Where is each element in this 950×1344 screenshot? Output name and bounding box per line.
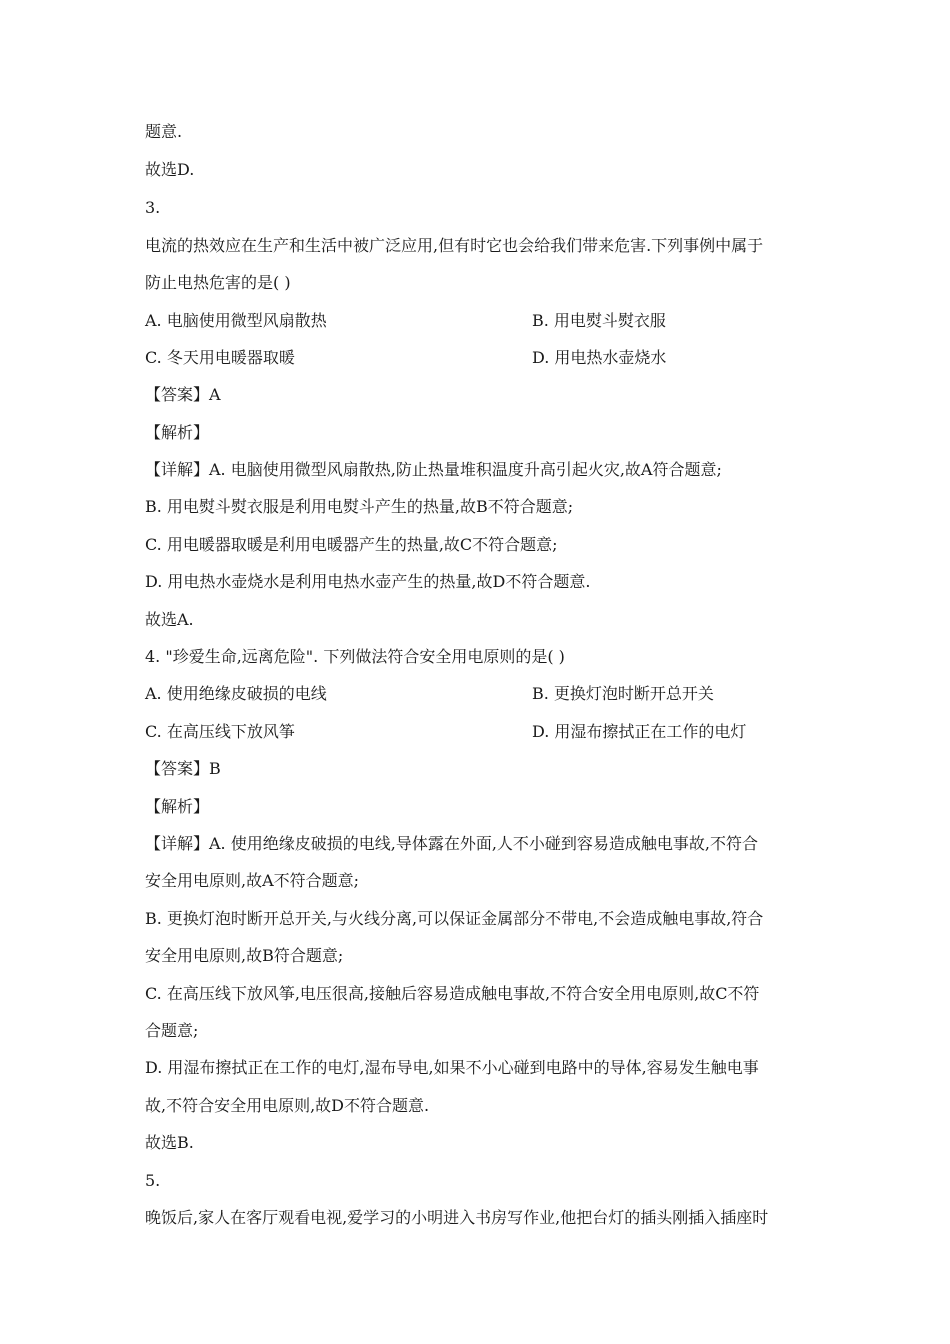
detail-line: 【详解】A. 电脑使用微型风扇散热,防止热量堆积温度升高引起火灾,故A符合题意; xyxy=(145,460,722,479)
text-line: 题意. xyxy=(145,122,183,141)
detail-line: B. 用电熨斗熨衣服是利用电熨斗产生的热量,故B不符合题意; xyxy=(145,497,574,516)
detail-line: 【详解】A. 使用绝缘皮破损的电线,导体露在外面,人不小碰到容易造成触电事故,不符合 xyxy=(145,834,758,853)
question-number: 3. xyxy=(145,198,161,217)
option-a: A. 电脑使用微型风扇散热 xyxy=(145,311,327,330)
choice-line: 故选B. xyxy=(145,1133,194,1152)
detail-line: 安全用电原则,故B符合题意; xyxy=(145,946,344,965)
option-c: C. 在高压线下放风筝 xyxy=(145,722,295,741)
text-line: 故选D. xyxy=(145,160,195,179)
answer-label: 【答案】A xyxy=(145,385,221,404)
detail-line: 故,不符合安全用电原则,故D不符合题意. xyxy=(145,1096,430,1115)
detail-line: 合题意; xyxy=(145,1021,199,1040)
detail-line: C. 用电暖器取暖是利用电暖器产生的热量,故C不符合题意; xyxy=(145,535,558,554)
question-text: 4. "珍爱生命,远离危险". 下列做法符合安全用电原则的是( ) xyxy=(145,647,565,666)
analysis-label: 【解析】 xyxy=(145,797,210,816)
answer-label: 【答案】B xyxy=(145,759,221,778)
option-b: B. 更换灯泡时断开总开关 xyxy=(532,684,714,703)
option-d: D. 用湿布擦拭正在工作的电灯 xyxy=(532,722,747,741)
choice-line: 故选A. xyxy=(145,610,194,629)
detail-line: 安全用电原则,故A不符合题意; xyxy=(145,871,360,890)
option-a: A. 使用绝缘皮破损的电线 xyxy=(145,684,327,703)
detail-line: C. 在高压线下放风筝,电压很高,接触后容易造成触电事故,不符合安全用电原则,故C不符 xyxy=(145,984,760,1003)
option-c: C. 冬天用电暖器取暖 xyxy=(145,348,295,367)
detail-line: D. 用电热水壶烧水是利用电热水壶产生的热量,故D不符合题意. xyxy=(145,572,591,591)
option-b: B. 用电熨斗熨衣服 xyxy=(532,311,666,330)
question-text: 晚饭后,家人在客厅观看电视,爱学习的小明进入书房写作业,他把台灯的插头刚插入插座时 xyxy=(145,1208,769,1227)
analysis-label: 【解析】 xyxy=(145,423,210,442)
question-text: 防止电热危害的是( ) xyxy=(145,273,291,292)
question-number: 5. xyxy=(145,1171,161,1190)
option-d: D. 用电热水壶烧水 xyxy=(532,348,667,367)
detail-line: B. 更换灯泡时断开总开关,与火线分离,可以保证金属部分不带电,不会造成触电事故,符合 xyxy=(145,909,764,928)
question-text: 电流的热效应在生产和生活中被广泛应用,但有时它也会给我们带来危害.下列事例中属于 xyxy=(145,236,764,255)
detail-line: D. 用湿布擦拭正在工作的电灯,湿布导电,如果不小心碰到电路中的导体,容易发生触电事 xyxy=(145,1058,759,1077)
